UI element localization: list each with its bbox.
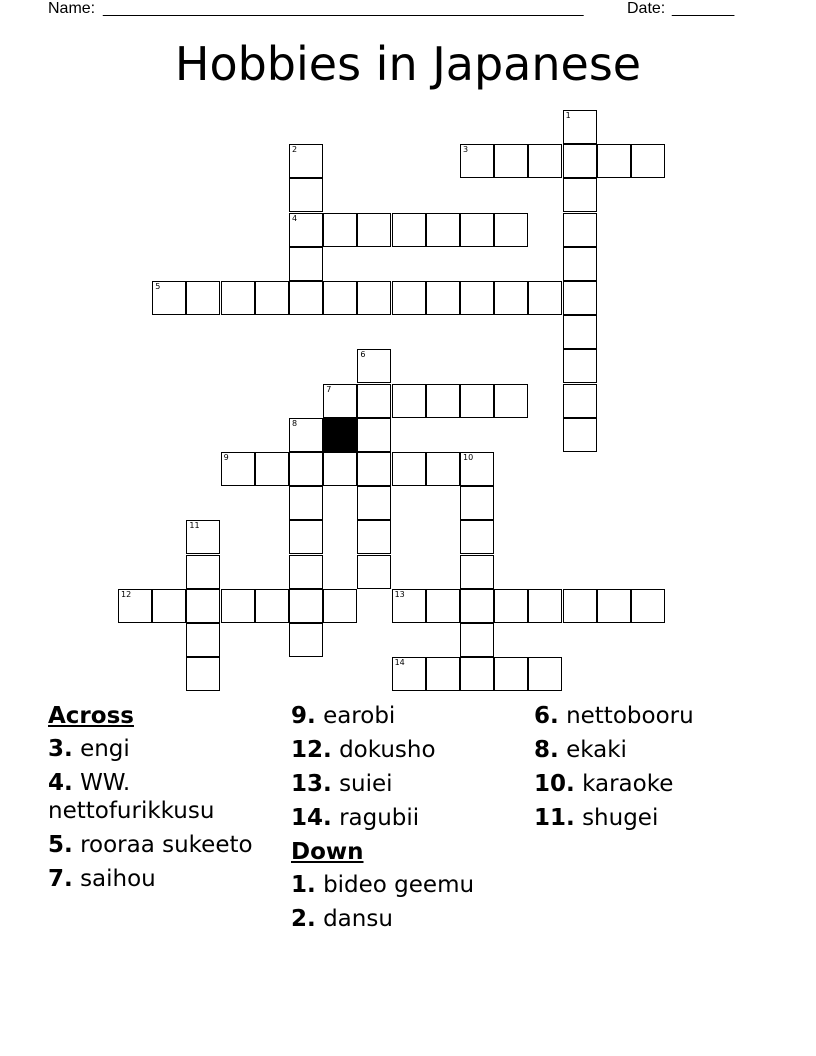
cell-number: 10 [463,453,474,462]
cell-number: 3 [463,145,469,155]
cell-number: 12 [121,589,132,599]
clue-across-14: 14. ragubii [291,805,420,831]
grid-cell[interactable] [460,520,494,554]
grid-cell[interactable] [221,281,255,315]
grid-cell[interactable] [563,247,597,281]
grid-cell[interactable] [460,589,494,623]
grid-cell[interactable] [357,520,391,554]
clue-across-9: 9. earobi [291,703,396,729]
grid-cell[interactable] [460,384,494,418]
grid-cell[interactable] [460,486,494,520]
grid-cell[interactable] [255,589,289,623]
across-heading: Across [48,703,134,729]
grid-cell[interactable] [528,657,562,691]
grid-cell[interactable] [563,589,597,623]
grid-cell[interactable] [528,589,562,623]
name-label: Name: [48,0,96,17]
grid-cell[interactable] [597,589,631,623]
clues-column-2 [291,702,526,939]
grid-cell[interactable] [289,623,323,657]
grid-cell[interactable] [563,213,597,247]
grid-cell[interactable] [357,486,391,520]
grid-cell[interactable] [323,589,357,623]
grid-cell[interactable] [426,589,460,623]
grid-cell[interactable] [563,144,597,178]
name-field[interactable]: ______________________________________________________ [103,0,584,17]
grid-cell[interactable] [289,178,323,212]
grid-cell[interactable] [186,589,220,623]
cell-number: 13 [394,589,405,599]
grid-cell[interactable] [563,281,597,315]
grid-cell[interactable] [289,281,323,315]
down-heading: Down [291,839,364,865]
grid-cell[interactable] [460,555,494,589]
grid-cell[interactable] [494,281,528,315]
grid-cell[interactable] [426,384,460,418]
clue-down-10: 10. karaoke [534,771,674,797]
grid-cell[interactable] [563,349,597,383]
grid-cell[interactable] [357,418,391,452]
clue-across-13: 13. suiei [291,771,393,797]
grid-cell[interactable] [221,452,255,486]
grid-cell[interactable] [289,452,323,486]
grid-cell[interactable] [357,555,391,589]
grid-cell[interactable] [460,657,494,691]
black-square [323,418,357,452]
grid-cell[interactable] [494,657,528,691]
grid-cell[interactable] [426,452,460,486]
grid-cell[interactable] [186,281,220,315]
grid-cell[interactable] [289,555,323,589]
grid-cell[interactable] [494,213,528,247]
cell-number: 9 [223,453,229,462]
grid-cell[interactable] [460,452,494,486]
clue-across-4: 4. WW. nettofurikkusu [48,770,215,824]
grid-cell[interactable] [152,589,186,623]
grid-cell[interactable] [631,144,665,178]
grid-cell[interactable] [289,520,323,554]
grid-cell[interactable] [186,623,220,657]
grid-cell[interactable] [186,555,220,589]
grid-cell[interactable] [528,281,562,315]
grid-cell[interactable] [392,384,426,418]
grid-cell[interactable] [563,110,597,144]
grid-cell[interactable] [392,657,426,691]
name-date-line [48,0,748,20]
grid-cell[interactable] [460,144,494,178]
grid-cell[interactable] [426,213,460,247]
cell-number: 2 [292,145,298,155]
grid-cell[interactable] [563,418,597,452]
grid-cell[interactable] [494,144,528,178]
cell-number: 7 [326,384,332,394]
grid-cell[interactable] [118,589,152,623]
cell-number: 1 [565,111,571,120]
clue-across-7: 7. saihou [48,866,156,892]
clue-down-8: 8. ekaki [534,737,627,763]
grid-cell[interactable] [186,657,220,691]
cell-number: 8 [292,418,298,428]
cell-number: 5 [155,282,161,291]
grid-cell[interactable] [323,452,357,486]
clues-column-3 [534,702,774,838]
grid-cell[interactable] [494,384,528,418]
grid-cell[interactable] [494,589,528,623]
grid-cell[interactable] [392,281,426,315]
grid-cell[interactable] [563,384,597,418]
grid-cell[interactable] [152,281,186,315]
date-label: Date: [627,0,666,17]
clue-across-3: 3. engi [48,736,130,762]
clue-down-2: 2. dansu [291,906,393,932]
clue-across-5: 5. rooraa sukeeto [48,832,253,858]
grid-cell[interactable] [323,213,357,247]
grid-cell[interactable] [426,281,460,315]
grid-cell[interactable] [289,589,323,623]
grid-cell[interactable] [323,281,357,315]
clue-across-12: 12. dokusho [291,737,436,763]
grid-cell[interactable] [426,657,460,691]
clue-down-1: 1. bideo geemu [291,872,475,898]
grid-cell[interactable] [289,418,323,452]
cell-number: 14 [394,658,405,668]
grid-cell[interactable] [357,452,391,486]
grid-cell[interactable] [392,589,426,623]
clues-column-1 [48,702,278,899]
grid-cell[interactable] [357,281,391,315]
grid-cell[interactable] [289,144,323,178]
clue-down-11: 11. shugei [534,805,659,831]
cell-number: 11 [189,521,200,531]
grid-cell[interactable] [357,384,391,418]
grid-cell[interactable] [460,281,494,315]
grid-cell[interactable] [357,349,391,383]
grid-cell[interactable] [323,384,357,418]
grid-cell[interactable] [289,486,323,520]
grid-cell[interactable] [392,452,426,486]
grid-cell[interactable] [221,589,255,623]
grid-cell[interactable] [392,213,426,247]
grid-cell[interactable] [563,315,597,349]
grid-cell[interactable] [255,452,289,486]
grid-cell[interactable] [597,144,631,178]
grid-cell[interactable] [631,589,665,623]
cell-number: 6 [360,350,366,360]
grid-cell[interactable] [460,623,494,657]
grid-cell[interactable] [289,247,323,281]
cell-number: 4 [292,213,298,223]
grid-cell[interactable] [255,281,289,315]
grid-cell[interactable] [357,213,391,247]
grid-cell[interactable] [460,213,494,247]
grid-cell[interactable] [186,520,220,554]
grid-cell[interactable] [528,144,562,178]
grid-cell[interactable] [563,178,597,212]
grid-cell[interactable] [289,213,323,247]
clue-down-6: 6. nettobooru [534,703,694,729]
page-title: Hobbies in Japanese [174,37,642,91]
date-field[interactable]: _______ [672,0,735,17]
